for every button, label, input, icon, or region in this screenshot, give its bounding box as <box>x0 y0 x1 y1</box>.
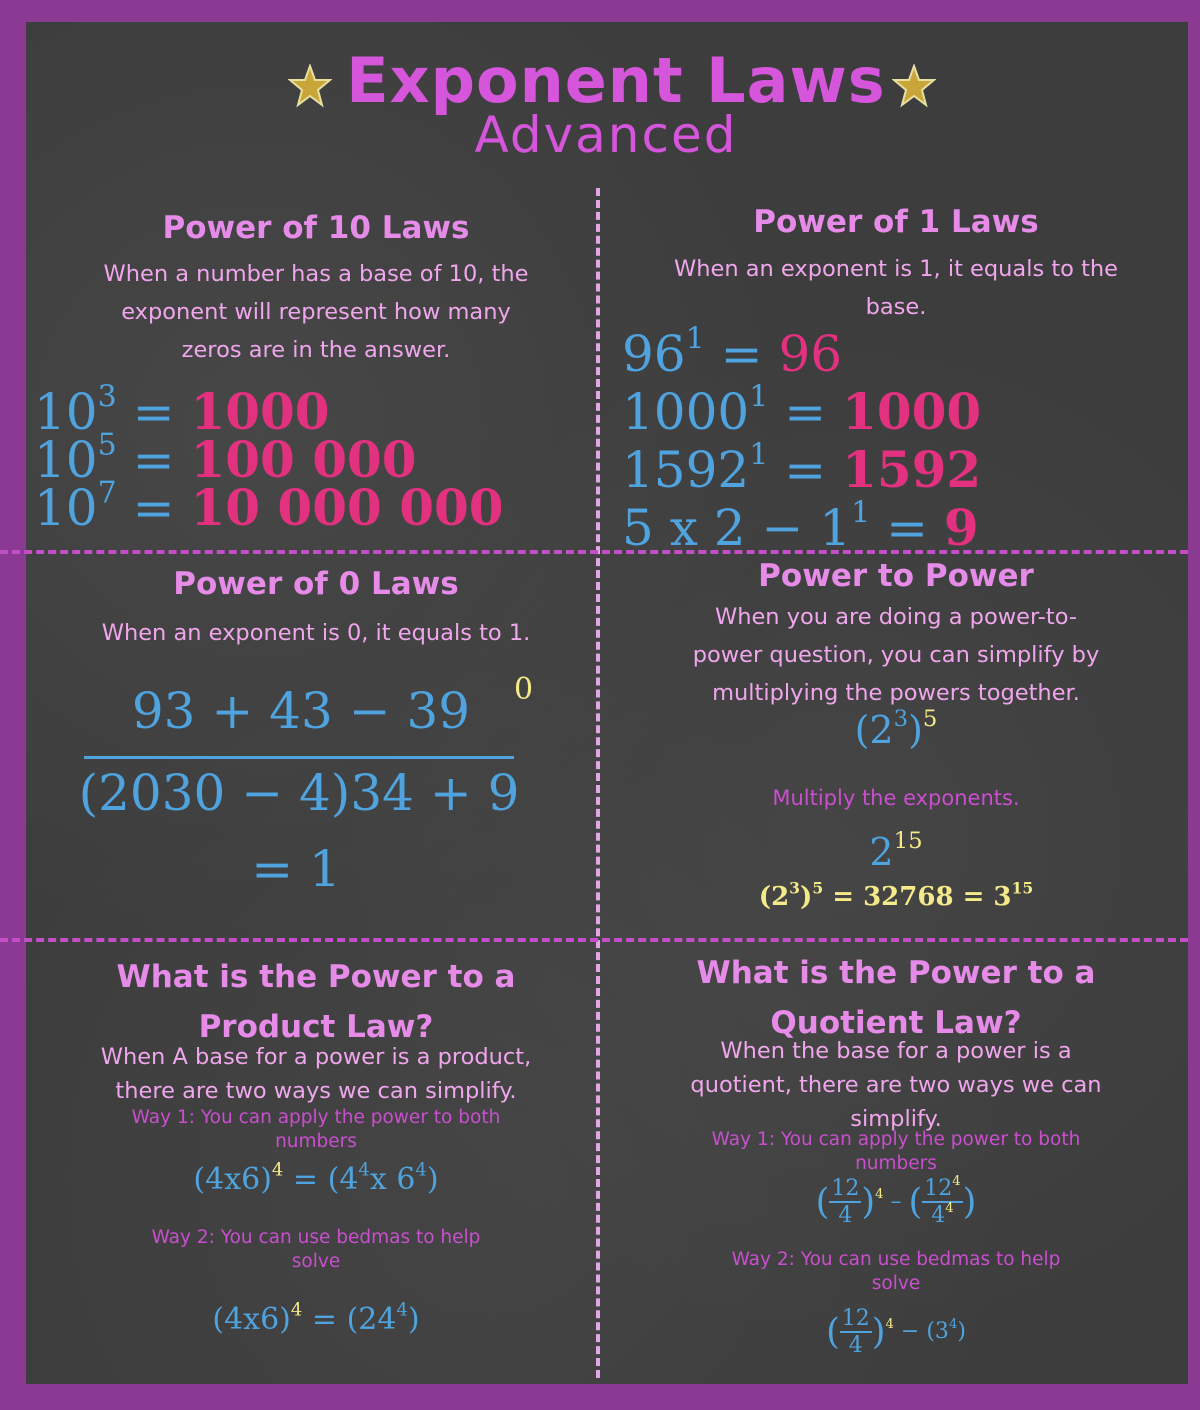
eq-exp: 5 <box>97 427 117 463</box>
eq-result: 96 <box>778 325 843 383</box>
fraction-numerator: 12 <box>924 1176 953 1201</box>
eq-result: 100 000 <box>190 430 417 489</box>
power1-row <box>622 321 981 383</box>
eq-part: ) <box>957 1319 966 1344</box>
eq-exp: 4 <box>885 1317 894 1333</box>
power10-description <box>36 255 596 369</box>
quotient-way1-line: numbers <box>855 1153 937 1174</box>
power1-desc-line: base. <box>865 294 927 320</box>
fraction-numerator: 12 <box>831 1176 860 1201</box>
eq-exp: 7 <box>97 475 117 511</box>
eq-exp: 4 <box>290 1299 303 1321</box>
power10-desc-line: exponent will represent how many <box>121 299 511 325</box>
power1-desc-line: When an exponent is 1, it equals to the <box>673 256 1119 282</box>
eq-result: 1592 <box>842 440 982 499</box>
fraction-bar <box>84 756 514 759</box>
ptp-outer-exp: 5 <box>922 705 938 732</box>
eq-part: (24 <box>346 1302 397 1337</box>
eq-base: 1000 <box>622 383 750 441</box>
fraction-denominator: 4 <box>931 1203 946 1228</box>
eq-part: (4 <box>327 1162 359 1197</box>
ptp-final <box>606 878 1186 912</box>
power-to-power-description <box>606 598 1186 712</box>
eq-sign: = <box>784 383 827 441</box>
product-way1 <box>36 1106 596 1154</box>
star-icon <box>892 64 936 108</box>
quotient-desc-line: When the base for a power is a <box>720 1038 1072 1064</box>
ptp-final-exp: 5 <box>812 878 824 898</box>
quotient-heading-line: Quotient Law? <box>770 1005 1022 1041</box>
ptp-base: (2 <box>854 708 894 752</box>
quotient-desc-line: simplify. <box>850 1106 942 1132</box>
quotient-way1 <box>606 1128 1186 1176</box>
ptp-final-exp: 3 <box>789 878 801 898</box>
eq-result: 9 <box>943 498 979 557</box>
quotient-heading <box>616 948 1176 1048</box>
eq-sign: = <box>886 499 929 557</box>
eq-sign: = <box>132 479 175 537</box>
eq-base: 5 x 2 − 1 <box>622 499 852 557</box>
power0-exponent: 0 <box>514 672 534 707</box>
product-way2-line: solve <box>291 1251 341 1272</box>
eq-part: x 6 <box>369 1162 416 1197</box>
eq-sign: – <box>890 1189 902 1214</box>
power1-description <box>606 250 1186 326</box>
eq-exp: 1 <box>749 379 769 415</box>
star-icon <box>288 64 332 108</box>
fraction <box>922 1176 962 1228</box>
product-heading <box>46 952 586 1052</box>
eq-part: (4x6) <box>212 1302 291 1337</box>
eq-base: 1592 <box>622 441 750 499</box>
horizontal-divider-2 <box>0 938 1188 942</box>
horizontal-divider-1 <box>0 550 1188 554</box>
power1-row <box>622 437 982 499</box>
eq-result: 1000 <box>842 382 982 441</box>
power1-row <box>622 495 981 557</box>
product-heading-line: What is the Power to a <box>116 959 516 995</box>
eq-exp: 4 <box>945 1201 954 1217</box>
product-desc-line: When A base for a power is a product, <box>100 1044 532 1070</box>
power0-numerator: 93 + 43 − 39 <box>131 682 471 740</box>
eq-exp: 4 <box>875 1187 884 1203</box>
eq-part: − (3 <box>900 1319 949 1344</box>
power0-description: When an exponent is 0, it equals to 1. <box>101 620 531 646</box>
quotient-way2 <box>606 1248 1186 1296</box>
eq-base: 10 <box>34 383 98 441</box>
quotient-description <box>606 1034 1186 1136</box>
fraction-denominator: 4 <box>848 1333 863 1358</box>
eq-exp: 4 <box>948 1317 958 1333</box>
power10-desc-line: zeros are in the answer. <box>181 337 451 363</box>
product-desc-line: there are two ways we can simplify. <box>115 1078 517 1104</box>
ptp-note: Multiply the exponents. <box>772 786 1020 810</box>
ptp-desc-line: multiplying the powers together. <box>712 680 1080 706</box>
product-way1-equation <box>36 1159 596 1197</box>
power-to-power-heading: Power to Power <box>758 558 1034 594</box>
eq-base: 96 <box>622 325 686 383</box>
eq-base: 10 <box>34 431 98 489</box>
ptp-final-part: = 32768 = 3 <box>823 882 1012 912</box>
quotient-way1-line: Way 1: You can apply the power to both <box>711 1129 1081 1150</box>
eq-result: 1000 <box>190 382 330 441</box>
power10-equations <box>34 379 504 537</box>
eq-exp: 1 <box>851 495 871 531</box>
eq-sign: = <box>720 325 763 383</box>
eq-exp: 3 <box>97 379 117 415</box>
ptp-simplified <box>606 827 1186 874</box>
ptp-final-part: ) <box>800 882 813 912</box>
ptp-desc-line: power question, you can simplify by <box>692 642 1100 668</box>
eq-exp: 4 <box>952 1174 961 1190</box>
ptp-inner-exp: 3 <box>893 705 909 732</box>
ptp-final-part: (2 <box>758 882 790 912</box>
product-description <box>36 1040 596 1108</box>
quotient-way1-equation: ( $\frac{12}{4}$ )$^4$ – ( $\frac{12^4}{4^4}$ ) <box>815 1174 977 1228</box>
eq-part: ) <box>426 1162 439 1197</box>
ptp-desc-line: When you are doing a power-to- <box>714 604 1078 630</box>
ptp-close: ) <box>908 708 923 752</box>
eq-exp: 4 <box>396 1299 408 1321</box>
product-heading-line: Product Law? <box>198 1009 434 1045</box>
power0-result: = 1 <box>251 840 341 898</box>
power10-desc-line: When a number has a base of 10, the <box>103 261 529 287</box>
eq-sign: = <box>784 441 827 499</box>
poster-title: Exponent Laws <box>346 44 886 117</box>
fraction <box>829 1176 861 1228</box>
eq-part: ) <box>407 1302 420 1337</box>
product-way2-equation <box>36 1299 596 1337</box>
ptp-simplified-exp: 15 <box>893 827 923 854</box>
product-way1-line: Way 1: You can apply the power to both <box>131 1107 501 1128</box>
eq-sign: = <box>132 431 175 489</box>
product-way1-line: numbers <box>275 1131 357 1152</box>
fraction-denominator: 4 <box>838 1203 853 1228</box>
eq-exp: 1 <box>685 321 705 357</box>
power10-row <box>34 475 504 537</box>
eq-exp: 4 <box>358 1159 370 1181</box>
power0-heading: Power of 0 Laws <box>173 566 459 602</box>
quotient-way2-line: Way 2: You can use bedmas to help <box>731 1249 1061 1270</box>
product-way2 <box>36 1226 596 1274</box>
quotient-way2-line: solve <box>871 1273 921 1294</box>
ptp-expression <box>606 705 1186 752</box>
product-way2-line: Way 2: You can use bedmas to help <box>151 1227 481 1248</box>
quotient-way2-equation: ( $\frac{12}{4}$ )$^4 - (3^4)$ <box>826 1306 966 1358</box>
power1-equations <box>622 321 982 557</box>
power1-heading: Power of 1 Laws <box>753 204 1039 240</box>
eq-result: 10 000 000 <box>190 478 504 537</box>
eq-part: (4x6) <box>193 1162 272 1197</box>
fraction <box>840 1306 872 1358</box>
eq-sign: = <box>311 1302 338 1337</box>
chalkboard <box>26 22 1188 1384</box>
power10-heading: Power of 10 Laws <box>162 210 470 246</box>
ptp-simplified-base: 2 <box>869 830 894 874</box>
eq-base: 10 <box>34 479 98 537</box>
vertical-divider <box>596 188 600 1378</box>
eq-exp: 4 <box>415 1159 427 1181</box>
eq-exp: 4 <box>271 1159 284 1181</box>
power1-row <box>622 379 982 441</box>
quotient-desc-line: quotient, there are two ways we can <box>690 1072 1102 1098</box>
eq-exp: 1 <box>749 437 769 473</box>
power0-denominator: (2030 − 4)34 + 9 <box>78 764 520 822</box>
eq-sign: = <box>132 383 175 441</box>
poster-subtitle: Advanced <box>474 106 738 164</box>
ptp-final-exp: 15 <box>1011 878 1034 898</box>
eq-sign: = <box>292 1162 319 1197</box>
fraction-numerator: 12 <box>841 1306 870 1331</box>
quotient-heading-line: What is the Power to a <box>696 955 1096 991</box>
